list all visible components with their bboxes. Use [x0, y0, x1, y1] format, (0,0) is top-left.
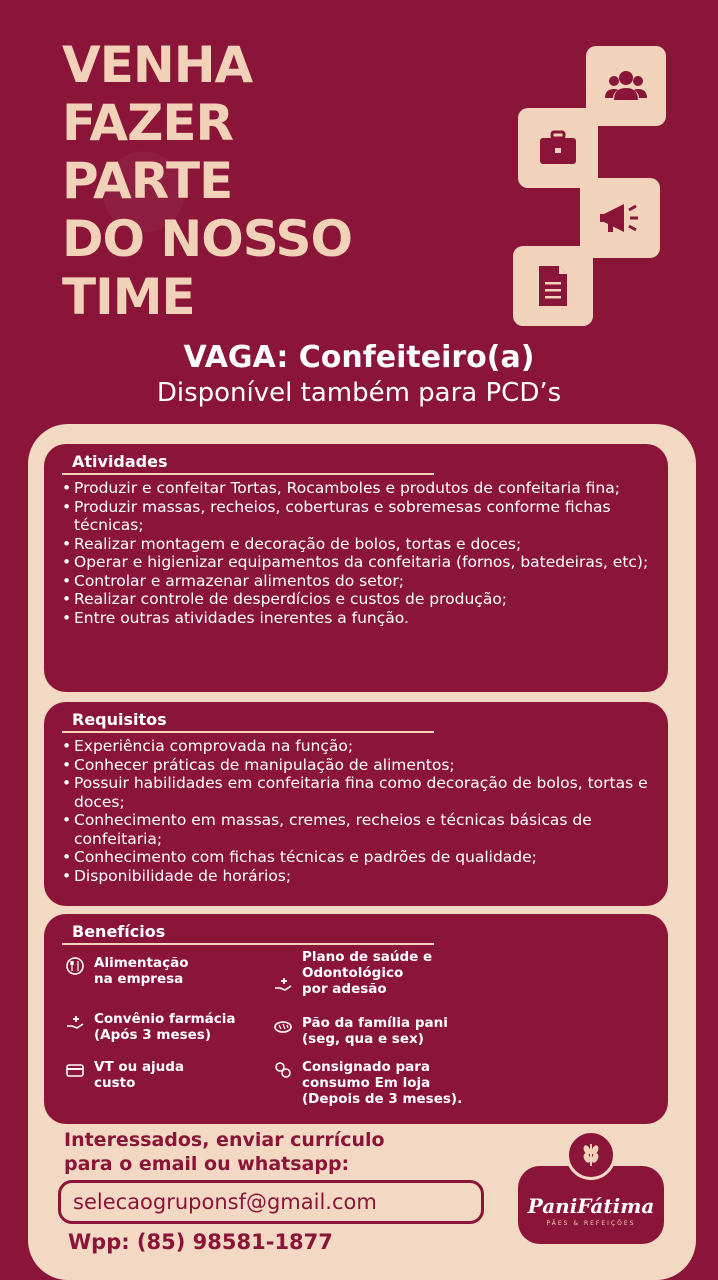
- email-link[interactable]: [58, 1180, 484, 1224]
- job-title: VAGA: Confeiteiro(a): [183, 340, 535, 375]
- benefit-item: [272, 1059, 462, 1107]
- briefcase-icon: [534, 124, 582, 172]
- requisitos-section: [44, 702, 668, 906]
- list-item: • Possuir habilidades em confeitaria fina como decoração de bolos, tortas e doces;: [62, 774, 654, 811]
- atividades-title: Atividades: [62, 452, 434, 475]
- benefit-item: [64, 1059, 184, 1091]
- benefit-item: [272, 1015, 448, 1047]
- benefit-text: Consignado para consumo Em loja (Depois de 3 meses).: [302, 1059, 463, 1107]
- list-item: • Realizar montagem e decoração de bolos, tortas e doces;: [62, 535, 654, 554]
- benefit-text: Plano de saúde e Odontológico por adesão: [302, 949, 433, 997]
- list-item: • Disponibilidade de horários;: [62, 867, 654, 886]
- megaphone-icon: [596, 194, 644, 242]
- headline-line-2: FAZER: [62, 94, 234, 152]
- contact-call-to-action: [64, 1128, 385, 1176]
- logo-name: PaniFátima: [527, 1193, 655, 1218]
- logo-tagline: PÃES & REFEIÇÕES: [546, 1219, 636, 1227]
- list-item: • Experiência comprovada na função;: [62, 737, 654, 756]
- list-item: • Controlar e armazenar alimentos do setor;: [62, 572, 654, 591]
- email-text: selecaogruponsf@gmail.com: [73, 1190, 377, 1214]
- cta-line-1: Interessados, enviar currículo: [64, 1129, 385, 1151]
- briefcase-tile: [518, 108, 598, 188]
- food-icon: [64, 955, 86, 977]
- beneficios-title: Benefícios: [62, 922, 434, 945]
- benefit-text: VT ou ajuda custo: [94, 1059, 185, 1091]
- headline: [62, 36, 352, 326]
- brand-logo: [518, 1130, 664, 1242]
- whatsapp-link[interactable]: Wpp: (85) 98581-1877: [68, 1230, 333, 1254]
- transport-card-icon: [64, 1059, 86, 1081]
- megaphone-tile: [580, 178, 660, 258]
- list-item: • Operar e higienizar equipamentos da confeitaria (fornos, batedeiras, etc);: [62, 553, 654, 572]
- beneficios-section: [44, 914, 668, 1124]
- wheat-icon: [566, 1130, 616, 1180]
- pharmacy-hand-icon: [64, 1011, 86, 1033]
- bread-icon: [272, 1015, 294, 1037]
- document-tile: [513, 246, 593, 326]
- requisitos-title: Requisitos: [62, 710, 434, 733]
- users-icon: [602, 62, 650, 110]
- headline-line-3: PARTE: [62, 152, 233, 210]
- list-item: • Produzir e confeitar Tortas, Rocamboles e produtos de confeitaria fina;: [62, 479, 654, 498]
- headline-line-4: DO NOSSO: [62, 210, 353, 268]
- benefit-text: Pão da família pani (seg, qua e sex): [302, 1015, 448, 1047]
- health-hand-icon: [272, 973, 294, 995]
- headline-line-1: VENHA: [62, 36, 253, 94]
- money-icon: [272, 1059, 294, 1081]
- job-subtitle: Disponível também para PCD’s: [156, 378, 562, 408]
- benefit-text: Convênio farmácia (Após 3 meses): [94, 1011, 236, 1043]
- cta-line-2: para o email ou whatsapp:: [64, 1153, 350, 1175]
- headline-line-5: TIME: [62, 268, 195, 326]
- atividades-section: [44, 444, 668, 692]
- list-item: • Conhecimento com fichas técnicas e padrões de qualidade;: [62, 848, 654, 867]
- benefits-grid: [62, 949, 654, 1109]
- benefit-text: Alimentação na empresa: [94, 955, 189, 987]
- benefit-item: [64, 955, 189, 987]
- list-item: • Entre outras atividades inerentes a função.: [62, 609, 654, 628]
- list-item: • Realizar controle de desperdícios e custos de produção;: [62, 590, 654, 609]
- atividades-list: [62, 479, 654, 627]
- list-item: • Conhecer práticas de manipulação de alimentos;: [62, 756, 654, 775]
- benefit-item: [64, 1011, 236, 1043]
- requisitos-list: [62, 737, 654, 885]
- users-tile: [586, 46, 666, 126]
- list-item: • Produzir massas, recheios, coberturas e sobremesas conforme fichas técnicas;: [62, 498, 654, 535]
- list-item: • Conhecimento em massas, cremes, recheios e técnicas básicas de confeitaria;: [62, 811, 654, 848]
- benefit-item: [272, 949, 432, 997]
- document-icon: [529, 262, 577, 310]
